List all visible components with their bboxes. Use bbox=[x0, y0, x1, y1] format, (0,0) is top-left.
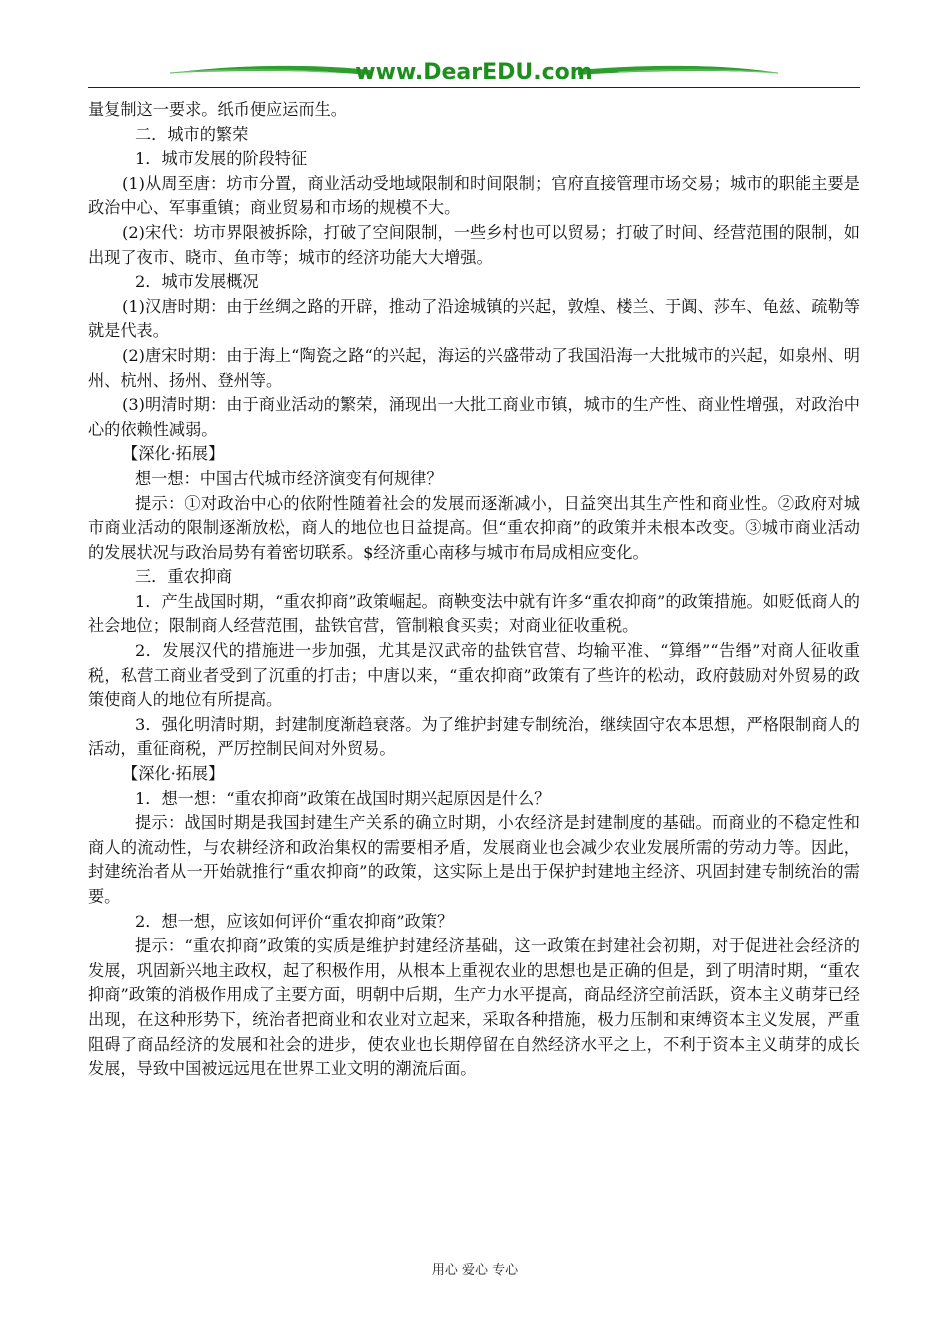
paragraph: 提示：战国时期是我国封建生产关系的确立时期，小农经济是封建制度的基础。而商业的不稳定性和商人的流动性，与农耕经济和政治集权的需要相矛盾，发展商业也会减少农业发展所需的劳动力等。因此，封建统治者从一开始就推行“重农抑商”的政策，这实际上是出于保护封建地主经济、巩固封建专制统治的需要。 bbox=[88, 813, 860, 906]
paragraph: 二．城市的繁荣 bbox=[134, 124, 249, 144]
paragraph: 1．产生战国时期，“重农抑商”政策崛起。商鞅变法中就有许多“重农抑商”的政策措施。如贬低商人的社会地位；限制商人经营范围，盐铁官营，管制粮食买卖；对商业征收重税。 bbox=[88, 591, 860, 636]
page-footer: 用心 爱心 专心 bbox=[431, 1263, 519, 1278]
paragraph: (2)唐宋时期：由于海上“陶瓷之路“的兴起，海运的兴盛带动了我国沿海一大批城市的兴起，如泉州、明州、杭州、扬州、登州等。 bbox=[88, 345, 860, 390]
header-divider bbox=[88, 87, 860, 88]
paragraph: (2)宋代：坊市界限被拆除，打破了空间限制，一些乡村也可以贸易；打破了时间、经营范围的限制，如出现了夜市、晓市、鱼市等；城市的经济功能大大增强。 bbox=[88, 222, 860, 267]
paragraph: 2．发展汉代的措施进一步加强，尤其是汉武帝的盐铁官营、均输平准、“算缗”“告缗”对商人征收重税，私营工商业者受到了沉重的打击；中唐以来，“重农抑商”政策有了些许的松动，政府鼓励对外贸易的政策使商人的地位有所提高。 bbox=[88, 641, 860, 710]
paragraph: 想一想：中国古代城市经济演变有何规律？ bbox=[134, 468, 443, 488]
paragraph: 提示：“重农抑商”政策的实质是维护封建经济基础，这一政策在封建社会初期，对于促进社会经济的发展，巩固新兴地主政权，起了积极作用，从根本上重视农业的思想也是正确的但是，到了明清时期，“重农抑商”政策的消极作用成了主要方面，明朝中后期，生产力水平提高，商品经济空前活跃，资本主义萌芽已经出现，在这种形势下，统治者把商业和农业对立起来，采取各种措施，极力压制和束缚资本主义发展，严重阻碍了商品经济的发展和社会的进步，使农业也长期停留在自然经济水平之上，不利于资本主义萌芽的成长发展，导致中国被远远甩在世界工业文明的潮流后面。 bbox=[88, 936, 860, 1079]
paragraph: 【深化·拓展】 bbox=[122, 764, 225, 784]
paragraph: 量复制这一要求。纸币便应运而生。 bbox=[88, 100, 347, 119]
paragraph: 三．重农抑商 bbox=[134, 567, 233, 587]
paragraph: 2．想一想，应该如何评价“重农抑商”政策？ bbox=[134, 911, 454, 931]
page-header bbox=[88, 58, 860, 90]
paragraph: 1．想一想：“重农抑商”政策在战国时期兴起原因是什么？ bbox=[134, 788, 551, 808]
paragraph: 3．强化明清时期，封建制度渐趋衰落。为了维护封建专制统治，继续固守农本思想，严格限制商人的活动，重征商税，严厉控制民间对外贸易。 bbox=[88, 714, 860, 759]
paragraph: 提示：①对政治中心的依附性随着社会的发展而逐渐减小，日益突出其生产性和商业性。②政府对城市商业活动的限制逐渐放松，商人的地位也日益提高。但“重农抑商”的政策并未根本改变。③城市商业活动的发展状况与政治局势有着密切联系。$经济重心南移与城市布局成相应变化。 bbox=[88, 493, 860, 562]
paragraph: 1．城市发展的阶段特征 bbox=[134, 149, 308, 169]
site-logo-text: www.DearEDU.com bbox=[355, 60, 593, 85]
paragraph: (1)汉唐时期：由于丝绸之路的开辟，推动了沿途城镇的兴起，敦煌、楼兰、于阗、莎车、龟兹、疏勒等就是代表。 bbox=[88, 296, 860, 341]
paragraph: (3)明清时期：由于商业活动的繁荣，涌现出一大批工商业市镇，城市的生产性、商业性增强，对政治中心的依赖性减弱。 bbox=[88, 395, 860, 439]
paragraph: 【深化·拓展】 bbox=[122, 444, 225, 464]
document-body bbox=[88, 98, 860, 1082]
paragraph: (1)从周至唐：坊市分置，商业活动受地域限制和时间限制；官府直接管理市场交易；城市的职能主要是政治中心、军事重镇；商业贸易和市场的规模不大。 bbox=[88, 173, 860, 218]
paragraph: 2．城市发展概况 bbox=[134, 272, 259, 292]
